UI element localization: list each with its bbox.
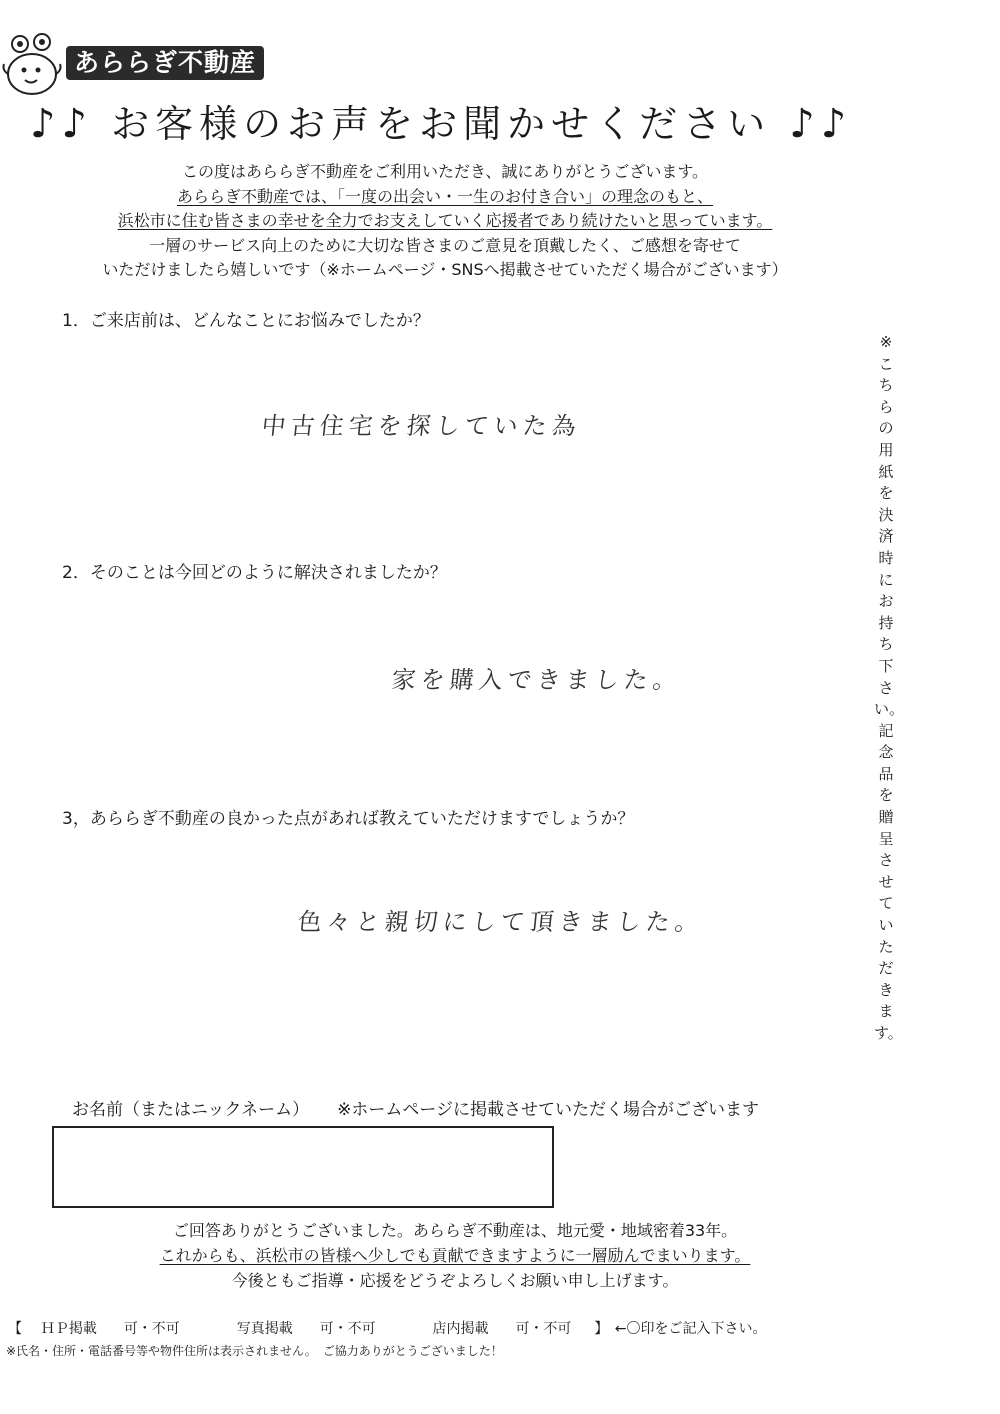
answer-2[interactable]: 家を購入できました。 xyxy=(390,666,684,694)
name-label xyxy=(72,1095,759,1120)
title-text: お客様のお声をお聞かせください xyxy=(111,102,772,146)
name-note: ※ホームページに掲載させていただく場合がございます xyxy=(337,1100,760,1120)
consent-bracket-open: 【 xyxy=(8,1321,22,1337)
consent-instruction: ←〇印をご記入下さい。 xyxy=(614,1321,767,1337)
intro-text xyxy=(60,160,830,283)
footnote: ※氏名・住所・電話番号等や物件住所は表示されません。 ご協力ありがとうございました！ xyxy=(6,1344,503,1358)
closing-line: これからも、浜松市の皆様へ少しでも貢献できますように一層励んでまいります。 xyxy=(159,1246,751,1265)
question-2: 2．そのことは今回どのように解決されましたか？ xyxy=(62,563,447,583)
intro-line: いただけましたら嬉しいです（※ホームページ・SNSへ掲載させていただく場合がございます） xyxy=(102,260,788,279)
store-label: 店内掲載 xyxy=(432,1321,489,1337)
consent-bracket-close: 】 xyxy=(594,1321,609,1337)
hp-options[interactable]: 可・不可 xyxy=(123,1321,180,1337)
closing-text xyxy=(60,1218,850,1293)
photo-options[interactable]: 可・不可 xyxy=(319,1321,376,1337)
name-field[interactable] xyxy=(52,1126,554,1208)
intro-line: この度はあららぎ不動産をご利用いただき、誠にありがとうございます。 xyxy=(181,162,709,181)
logo-wordmark: あららぎ不動産 xyxy=(66,46,264,80)
consent-row xyxy=(8,1318,769,1338)
intro-line: 浜松市に住む皆さまの幸せを全力でお支えしていく応援者であり続けたいと思っています。 xyxy=(117,211,773,230)
name-label-text: お名前（またはニックネーム） xyxy=(72,1100,310,1120)
answer-1[interactable]: 中古住宅を探していた為 xyxy=(260,412,583,440)
music-note-icon: ♪♪ xyxy=(789,101,853,147)
side-note: ※こちらの用紙を決済時にお持ち下さい。記念品を贈呈させていただきます。 xyxy=(874,333,905,1042)
closing-line: ご回答ありがとうございました。あららぎ不動産は、地元愛・地域密着33年。 xyxy=(172,1221,738,1240)
mascot-icon xyxy=(0,30,66,100)
intro-line: あららぎ不動産では、「一度の出会い・一生のお付き合い」の理念のもと、 xyxy=(176,186,713,206)
hp-label: ＨＰ掲載 xyxy=(40,1321,97,1337)
question-3: 3，あららぎ不動産の良かった点があれば教えていただけますでしょうか？ xyxy=(62,809,635,829)
store-options[interactable]: 可・不可 xyxy=(515,1321,572,1337)
page-title xyxy=(30,96,930,152)
photo-label: 写真掲載 xyxy=(236,1321,293,1337)
answer-3[interactable]: 色々と親切にして頂きました。 xyxy=(296,908,706,936)
question-1: 1．ご来店前は、どんなことにお悩みでしたか？ xyxy=(62,311,430,331)
intro-line: 一層のサービス向上のために大切な皆さまのご意見を頂戴したく、ご感想を寄せて xyxy=(149,235,741,255)
closing-line: 今後ともご指導・応援をどうぞよろしくお願い申し上げます。 xyxy=(231,1271,679,1290)
music-note-icon: ♪♪ xyxy=(30,101,94,147)
